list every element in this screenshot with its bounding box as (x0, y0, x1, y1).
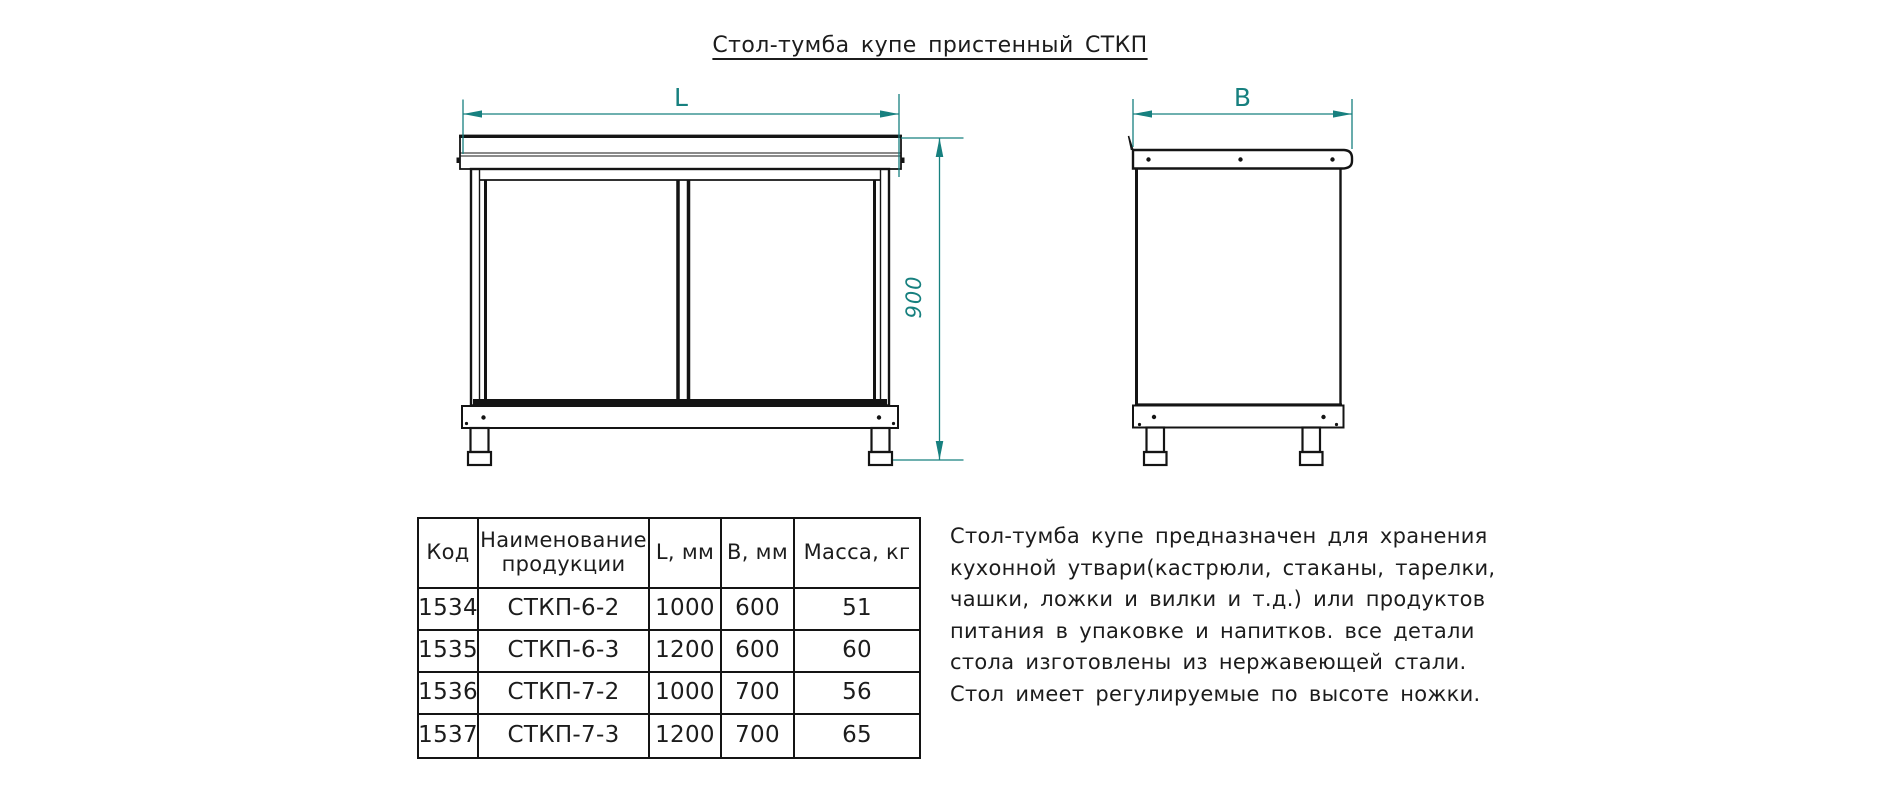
table-cell: СТКП-7-2 (479, 673, 650, 715)
table-cell: 60 (795, 631, 919, 673)
dimension-height-900 (893, 138, 964, 460)
table-cell: 600 (722, 589, 795, 631)
sliding-door-left (486, 180, 679, 399)
description-line: кухонной утвари(кастрюли, стаканы, тарелки, (950, 555, 1496, 580)
table-cell: 65 (842, 722, 872, 749)
arrow-down-icon (936, 441, 944, 460)
front-cabinet-body (471, 169, 889, 406)
dimension-width-B (1133, 83, 1352, 149)
table-cell: 1537 (419, 715, 479, 757)
arrow-left-icon (1133, 110, 1152, 117)
front-base-rail (462, 406, 898, 428)
description-line: стола изготовлены из нержавеющей стали. (950, 650, 1467, 674)
table-cell: 56 (795, 673, 919, 715)
dimension-length-L (463, 83, 899, 177)
page-title: Стол-тумба купе пристенный СТКП (712, 33, 1148, 58)
dim-label-B: B (1233, 83, 1252, 112)
table-cell: 1200 (650, 631, 722, 673)
description-line: чашки, ложки и вилки и т.д.) или продуктов (950, 587, 1486, 611)
description-line: Стол-тумба купе предназначен для хранения (950, 524, 1488, 548)
side-legs (1144, 428, 1323, 466)
table-cell: 600 (722, 631, 795, 673)
front-countertop (457, 136, 905, 170)
table-header-mass: Масса, кг (795, 519, 919, 589)
table-cell: СТКП-6-3 (479, 631, 650, 673)
side-countertop (1129, 136, 1353, 169)
arrow-up-icon (936, 138, 944, 157)
table-header-product-name: Наименование продукции (479, 519, 650, 589)
side-cabinet-body (1135, 169, 1342, 406)
description-line: питания в упаковке и напитков. все детали (950, 618, 1475, 643)
dim-label-L: L (674, 83, 688, 112)
table-cell: СТКП-7-3 (479, 715, 650, 757)
arrow-right-icon (1333, 110, 1352, 117)
description-line: Стол имеет регулируемые по высоте ножки. (950, 681, 1481, 706)
arrow-left-icon (463, 110, 482, 117)
table-cell: 1536 (419, 673, 479, 715)
table-cell: 700 (722, 715, 795, 757)
table-header-code: Код (419, 519, 479, 589)
table-header-width: B, мм (722, 519, 795, 589)
side-view (1129, 136, 1353, 465)
table-cell: 1534 (419, 589, 479, 631)
arrow-right-icon (880, 110, 899, 117)
dim-label-900: 900 (902, 275, 926, 319)
spec-table (417, 517, 921, 759)
front-view (457, 136, 905, 466)
product-description (950, 521, 1495, 710)
front-legs (468, 428, 892, 465)
table-cell: 1000 (650, 673, 722, 715)
table-cell: СТКП-6-2 (479, 589, 650, 631)
table-cell: 1000 (650, 589, 722, 631)
table-cell: 1200 (650, 715, 722, 757)
side-base-rail (1133, 406, 1344, 428)
sliding-door-right (689, 180, 875, 399)
table-cell: 51 (795, 589, 919, 631)
table-cell: 1535 (419, 631, 479, 673)
table-header-length: L, мм (650, 519, 722, 589)
table-cell: 700 (722, 673, 795, 715)
